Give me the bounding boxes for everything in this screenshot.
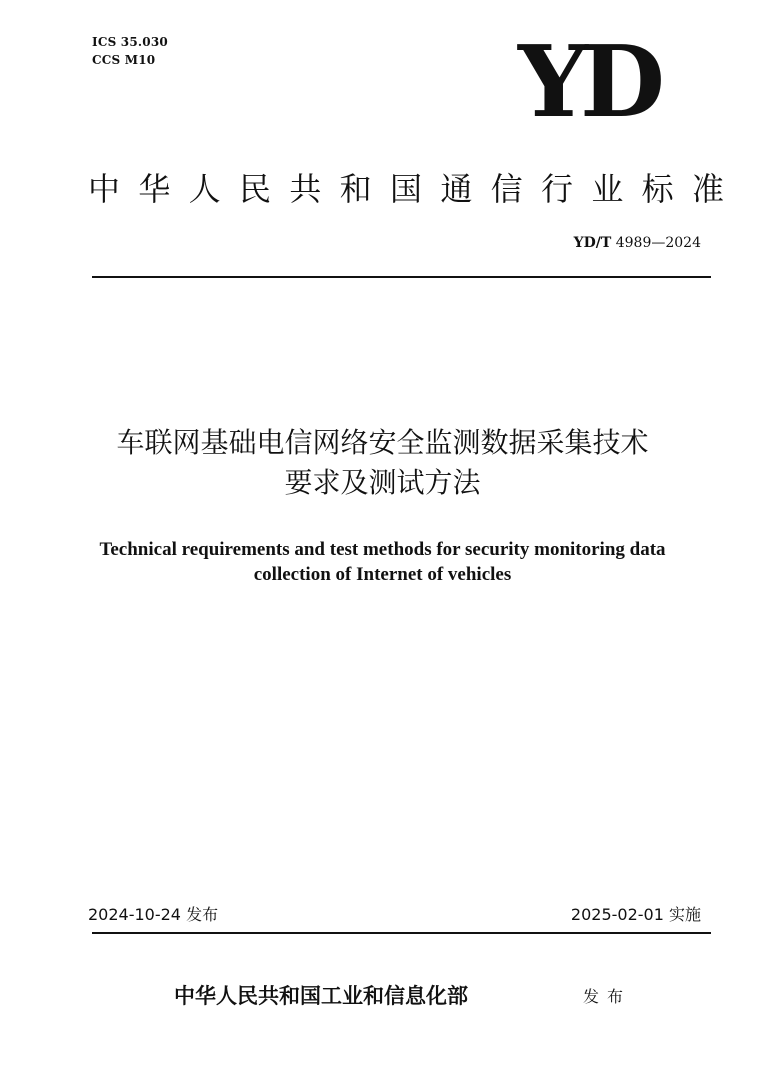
top-divider (92, 276, 711, 278)
issue-date: 2024-10-24 发布 (88, 905, 219, 924)
standard-number-value: 4989—2024 (615, 235, 701, 251)
chinese-title-line-2: 要求及测试方法 (284, 466, 481, 499)
publisher-name: 中华人民共和国工业和信息化部 (174, 983, 468, 1008)
standard-number (574, 233, 701, 253)
ccs-code: CCS M10 (92, 53, 156, 67)
classification-codes (92, 33, 168, 69)
implementation-date: 2025-02-01 实施 (570, 905, 701, 924)
bottom-divider (92, 932, 711, 934)
chinese-title-line-1: 车联网基础电信网络安全监测数据采集技术 (116, 426, 649, 459)
industry-standard-title: 中华人民共和国通信行业标准 (88, 170, 724, 208)
english-title (40, 537, 725, 587)
standard-number-prefix: YD/T (573, 235, 612, 251)
english-title-line-1: Technical requirements and test methods for security monitoring data (99, 539, 666, 560)
english-title-line-2: collection of Internet of vehicles (253, 564, 512, 585)
standard-logo-mark: YD (518, 25, 657, 140)
chinese-title (40, 423, 725, 503)
ics-code: ICS 35.030 (92, 35, 168, 49)
publish-label: 发布 (583, 987, 632, 1006)
